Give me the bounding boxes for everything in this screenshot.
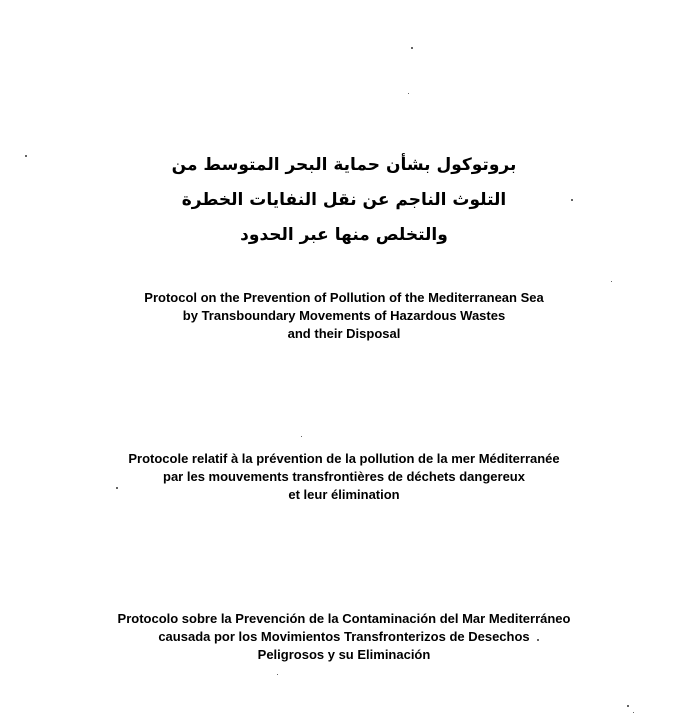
scan-speck (408, 93, 409, 94)
english-title-line-3: and their Disposal (287, 326, 401, 341)
scan-speck (301, 436, 302, 437)
french-title-line-2: par les mouvements transfrontières de déchets dangereux (163, 469, 525, 484)
english-title-line-1: Protocol on the Prevention of Pollution of the Mediterranean Sea (144, 290, 544, 305)
scan-speck (25, 155, 27, 157)
english-title-line-2: by Transboundary Movements of Hazardous Wastes (182, 308, 506, 323)
arabic-title-line-2: التلوث الناجم عن نقل النفايات الخطرة (181, 190, 507, 210)
arabic-title-line-1: بروتوكول بشأن حماية البحر المتوسط من (171, 155, 517, 175)
scan-speck (116, 487, 118, 489)
spanish-title (0, 610, 688, 664)
scan-speck (627, 705, 629, 707)
scan-speck (277, 674, 278, 675)
scan-speck (633, 712, 634, 713)
scan-speck (611, 281, 612, 282)
scan-speck (537, 639, 539, 641)
french-title (0, 450, 688, 504)
scan-speck (411, 47, 413, 49)
spanish-title-line-2: causada por los Movimientos Transfronterizos de Desechos (158, 629, 530, 644)
arabic-title (0, 148, 688, 253)
arabic-title-line-3: والتخلص منها عبر الحدود (240, 225, 448, 245)
scan-speck (571, 199, 573, 201)
spanish-title-line-3: Peligrosos y su Eliminación (257, 647, 431, 662)
french-title-line-1: Protocole relatif à la prévention de la pollution de la mer Méditerranée (128, 451, 560, 466)
spanish-title-line-1: Protocolo sobre la Prevención de la Contaminación del Mar Mediterráneo (117, 611, 571, 626)
english-title (0, 289, 688, 343)
french-title-line-3: et leur élimination (288, 487, 400, 502)
